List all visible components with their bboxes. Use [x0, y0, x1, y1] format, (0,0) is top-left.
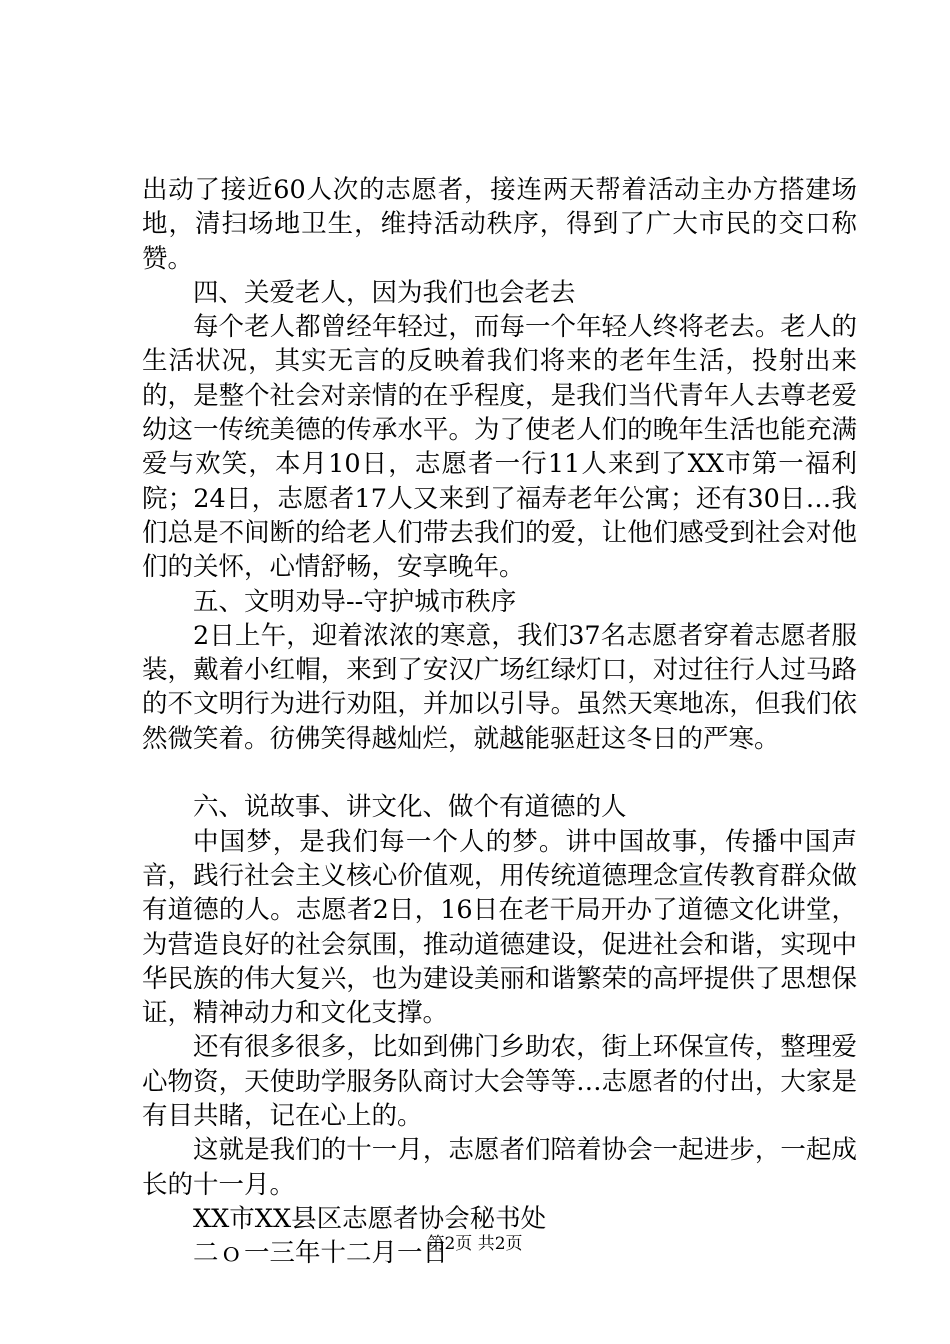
page-number: 第2页 共2页 [427, 1234, 523, 1254]
paragraph-summary: 这就是我们的十一月，志愿者们陪着协会一起进步，一起成长的十一月。 [142, 1135, 857, 1200]
section-heading-morality: 六、说故事、讲文化、做个有道德的人 [193, 792, 627, 823]
section-heading-civility: 五、文明劝导--守护城市秩序 [193, 586, 517, 617]
signature-date: 二ｏ一三年十二月一日 [193, 1238, 449, 1269]
section-heading-elderly: 四、关爱老人，因为我们也会老去 [193, 277, 576, 308]
paragraph-more-activities: 还有很多很多，比如到佛门乡助农，街上环保宣传，整理爱心物资，天使助学服务队商讨大会等等…志愿者的付出，大家是有目共睹，记在心上的。 [142, 1032, 857, 1132]
paragraph-continuation: 出动了接近60人次的志愿者，接连两天帮着活动主办方搭建场地，清扫场地卫生，维持活动秩序，得到了广大市民的交口称赞。 [142, 175, 857, 274]
paragraph-morality: 中国梦，是我们每一个人的梦。讲中国故事，传播中国声音，践行社会主义核心价值观，用传统道德理念宣传教育群众做有道德的人。志愿者2日，16日在老干局开办了道德文化讲堂，为营造良好的社会氛围，推动道德建设，促进社会和谐，实现中华民族的伟大复兴，也为建设美丽和谐繁荣的高坪提供了思想保证，精神动力和文化支撑。 [142, 826, 857, 1029]
signature-organization: XX市XX县区志愿者协会秘书处 [193, 1203, 547, 1234]
paragraph-spacer [142, 756, 857, 790]
paragraph-civility: 2日上午，迎着浓浓的寒意，我们37名志愿者穿着志愿者服装，戴着小红帽，来到了安汉广场红绿灯口，对过往行人过马路的不文明行为进行劝阻，并加以引导。虽然天寒地冻，但我们依然微笑着。彷佛笑得越灿烂，就越能驱赶这冬日的严寒。 [142, 620, 857, 754]
document-body [142, 173, 857, 1271]
paragraph-elderly: 每个老人都曾经年轻过，而每一个年轻人终将老去。老人的生活状况，其实无言的反映着我们将来的老年生活，投射出来的，是整个社会对亲情的在乎程度，是我们当代青年人去尊老爱幼这一传统美德的传承水平。为了使老人们的晚年生活也能充满爱与欢笑，本月10日，志愿者一行11人来到了XX市第一福利院；24日，志愿者17人又来到了福寿老年公寓；还有30日…我们总是不间断的给老人们带去我们的爱，让他们感受到社会对他们的关怀，心情舒畅，安享晚年。 [142, 312, 857, 583]
